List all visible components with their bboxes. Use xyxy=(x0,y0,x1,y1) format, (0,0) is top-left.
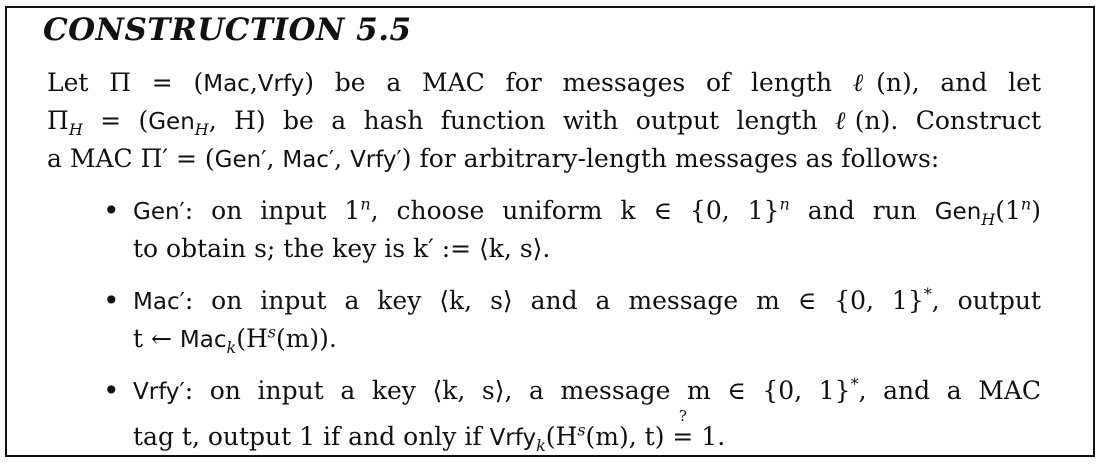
construction-title: CONSTRUCTION 5.5 xyxy=(43,12,412,48)
bullet-mac-line-2: t ← $Mac_k(H^s(m))$. xyxy=(133,322,337,357)
bullet-gen-line-2: to obtain s; the key is k′ := ⟨k, s⟩. xyxy=(133,234,551,263)
bullet-mac-line-1: Mac′: on input a key ⟨k, s⟩ and a message m ∈ {0, 1}*, output xyxy=(133,284,1041,315)
bullet-gen-line-1: Gen′: on input 1$^n$, choose uniform k ∈ {0, 1}$^n$ and run $Gen_H(1^n)$ xyxy=(133,194,1041,229)
question-equals-symbol: ? = xyxy=(672,407,694,451)
bullet-mac-marker: • xyxy=(103,284,120,317)
intro-line-2: $\Pi_H = (Gen_H$, H) be a hash function with output length ℓ(n). Construct xyxy=(47,106,1041,139)
bullet-vrfy-line-1: Vrfy′: on input a key ⟨k, s⟩, a message m ∈ {0, 1}*, and a MAC xyxy=(133,374,1042,405)
bullet-gen-marker: • xyxy=(103,194,120,227)
bullet-vrfy-line-2: tag t, output 1 if and only if $Vrfy_k(H^s(m)$, t) ? = 1. xyxy=(133,407,726,455)
intro-line-3: a MAC Π′ = (Gen′, Mac′, Vrfy′) for arbitrary-length messages as follows: xyxy=(47,144,940,173)
bullet-vrfy-marker: • xyxy=(103,374,120,407)
intro-line-1: Let Π = (Mac,Vrfy) be a MAC for messages of length ℓ(n), and let xyxy=(47,68,1042,97)
